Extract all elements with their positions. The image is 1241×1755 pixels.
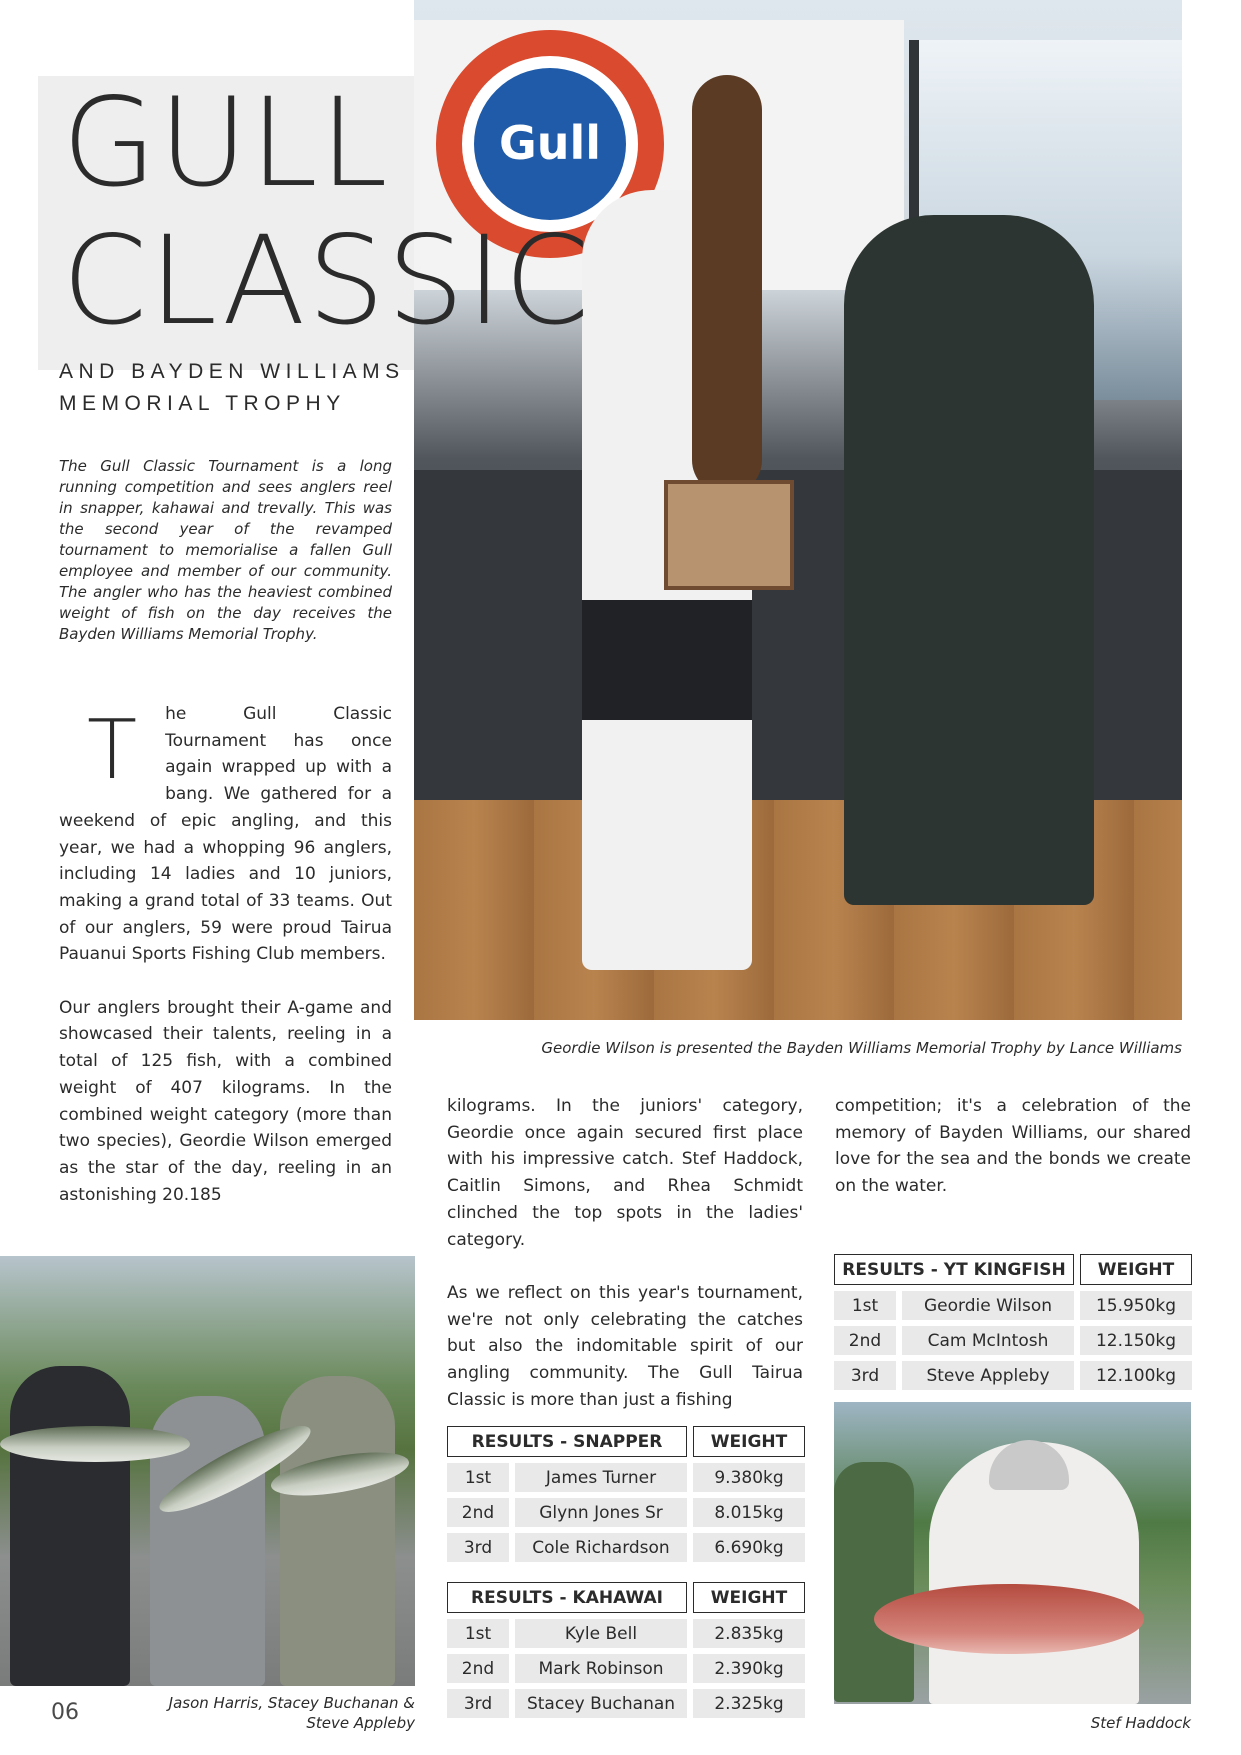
weight-cell: 9.380kg <box>693 1463 805 1492</box>
trophy-plaque <box>664 480 794 590</box>
place-cell: 2nd <box>447 1498 509 1527</box>
category-header: RESULTS - SNAPPER <box>447 1426 687 1457</box>
weight-cell: 8.015kg <box>693 1498 805 1527</box>
table-header <box>447 1582 805 1613</box>
article-paragraph-2: Our anglers brought their A-game and showcased their talents, reeling in a total of 125 fish, with a combined weight of 407 kilograms. In the combined weight category (more than two species), Geordie Wilson emerged as the star of the day, reeling in an astonishing 20.185 <box>59 997 392 1205</box>
name-cell: Steve Appleby <box>902 1361 1074 1390</box>
intro-paragraph: The Gull Classic Tournament is a long running competition and sees anglers reel in snapper, kahawai and trevally. This was the second year of the revamped tournament to memorialise a fallen Gull employee and member of our community. The angler who has the heaviest combined weight of fish on the day receives the Bayden Williams Memorial Trophy. <box>59 457 392 643</box>
results-table-kahawai <box>447 1582 805 1724</box>
table-header <box>447 1426 805 1457</box>
name-cell: Geordie Wilson <box>902 1291 1074 1320</box>
carved-trophy <box>692 75 762 495</box>
name-cell: James Turner <box>515 1463 687 1492</box>
name-cell: Glynn Jones Sr <box>515 1498 687 1527</box>
name-cell: Mark Robinson <box>515 1654 687 1683</box>
left-photo-caption <box>130 1693 415 1733</box>
geordie-shorts <box>582 600 752 720</box>
name-cell: Cam McIntosh <box>902 1326 1074 1355</box>
page-number: 06 <box>51 1700 79 1725</box>
weight-cell: 15.950kg <box>1080 1291 1192 1320</box>
article-column-1 <box>59 701 392 1208</box>
article-column-2 <box>447 1093 803 1413</box>
results-table-kingfish <box>834 1254 1192 1396</box>
page-title <box>62 74 591 350</box>
place-cell: 2nd <box>447 1654 509 1683</box>
main-photo-caption: Geordie Wilson is presented the Bayden Williams Memorial Trophy by Lance Williams <box>541 1039 1182 1057</box>
name-cell: Kyle Bell <box>515 1619 687 1648</box>
angler-figure <box>10 1366 130 1686</box>
place-cell: 1st <box>447 1463 509 1492</box>
weight-cell: 12.150kg <box>1080 1326 1192 1355</box>
table-header <box>834 1254 1192 1285</box>
title-line-2: CLASSIC <box>62 210 592 352</box>
name-cell: Cole Richardson <box>515 1533 687 1562</box>
left-caption-line-1: Jason Harris, Stacey Buchanan & <box>168 1694 415 1712</box>
table-row <box>834 1291 1192 1320</box>
place-cell: 3rd <box>447 1689 509 1718</box>
table-row <box>447 1654 805 1683</box>
place-cell: 1st <box>834 1291 896 1320</box>
drop-cap: T <box>87 703 138 798</box>
category-header: RESULTS - YT KINGFISH <box>834 1254 1074 1285</box>
snapper-fish <box>874 1584 1144 1654</box>
place-cell: 3rd <box>834 1361 896 1390</box>
table-row <box>447 1689 805 1718</box>
table-row <box>834 1326 1192 1355</box>
table-row <box>834 1361 1192 1390</box>
subtitle-line-2: MEMORIAL TROPHY <box>59 392 346 415</box>
stef-haddock-snapper-photo <box>834 1402 1191 1704</box>
place-cell: 2nd <box>834 1326 896 1355</box>
weight-cell: 6.690kg <box>693 1533 805 1562</box>
table-row <box>447 1619 805 1648</box>
article-paragraph-3: kilograms. In the juniors' category, Geordie once again secured first place with his impressive catch. Stef Haddock, Caitlin Simons, and Rhea Schmidt clinched the top spots in the ladies' category. <box>447 1096 803 1250</box>
weight-cell: 2.390kg <box>693 1654 805 1683</box>
article-paragraph-1-text: he Gull Classic Tournament has once again wrapped up with a bang. We gathered for a weekend of epic angling, and this year, we had a whopping 96 anglers, including 14 ladies and 10 juniors, making a grand total of 33 teams. Out of our anglers, 59 were proud Tairua Pauanui Sports Fishing Club members. <box>59 704 392 965</box>
anglers-kingfish-photo <box>0 1256 415 1686</box>
title-line-1: GULL <box>62 72 390 214</box>
weight-header: WEIGHT <box>693 1582 805 1613</box>
weight-header: WEIGHT <box>693 1426 805 1457</box>
right-photo-caption: Stef Haddock <box>1090 1714 1191 1732</box>
results-table-snapper <box>447 1426 805 1568</box>
name-cell: Stacey Buchanan <box>515 1689 687 1718</box>
kingfish <box>0 1426 190 1462</box>
table-row <box>447 1463 805 1492</box>
article-paragraph-4: As we reflect on this year's tournament, we're not only celebrating the catches but also the indomitable spirit of our angling community. The Gull Tairua Classic is more than just a fishing <box>447 1282 803 1410</box>
article-paragraph-1 <box>59 701 392 968</box>
table-row <box>447 1533 805 1562</box>
left-caption-line-2: Steve Appleby <box>306 1714 415 1732</box>
weight-cell: 2.835kg <box>693 1619 805 1648</box>
weight-cell: 2.325kg <box>693 1689 805 1718</box>
angler-figure <box>280 1376 395 1686</box>
place-cell: 3rd <box>447 1533 509 1562</box>
subtitle-line-1: AND BAYDEN WILLIAMS <box>59 360 405 383</box>
background-man-figure <box>834 1462 914 1702</box>
category-header: RESULTS - KAHAWAI <box>447 1582 687 1613</box>
weight-header: WEIGHT <box>1080 1254 1192 1285</box>
weight-cell: 12.100kg <box>1080 1361 1192 1390</box>
gull-logo-text: Gull <box>498 116 602 170</box>
place-cell: 1st <box>447 1619 509 1648</box>
page-subtitle <box>59 356 405 420</box>
article-column-3 <box>835 1093 1191 1200</box>
article-paragraph-5: competition; it's a celebration of the memory of Bayden Williams, our shared love for the sea and the bonds we create on the water. <box>835 1096 1191 1197</box>
lance-figure <box>844 215 1094 905</box>
table-row <box>447 1498 805 1527</box>
